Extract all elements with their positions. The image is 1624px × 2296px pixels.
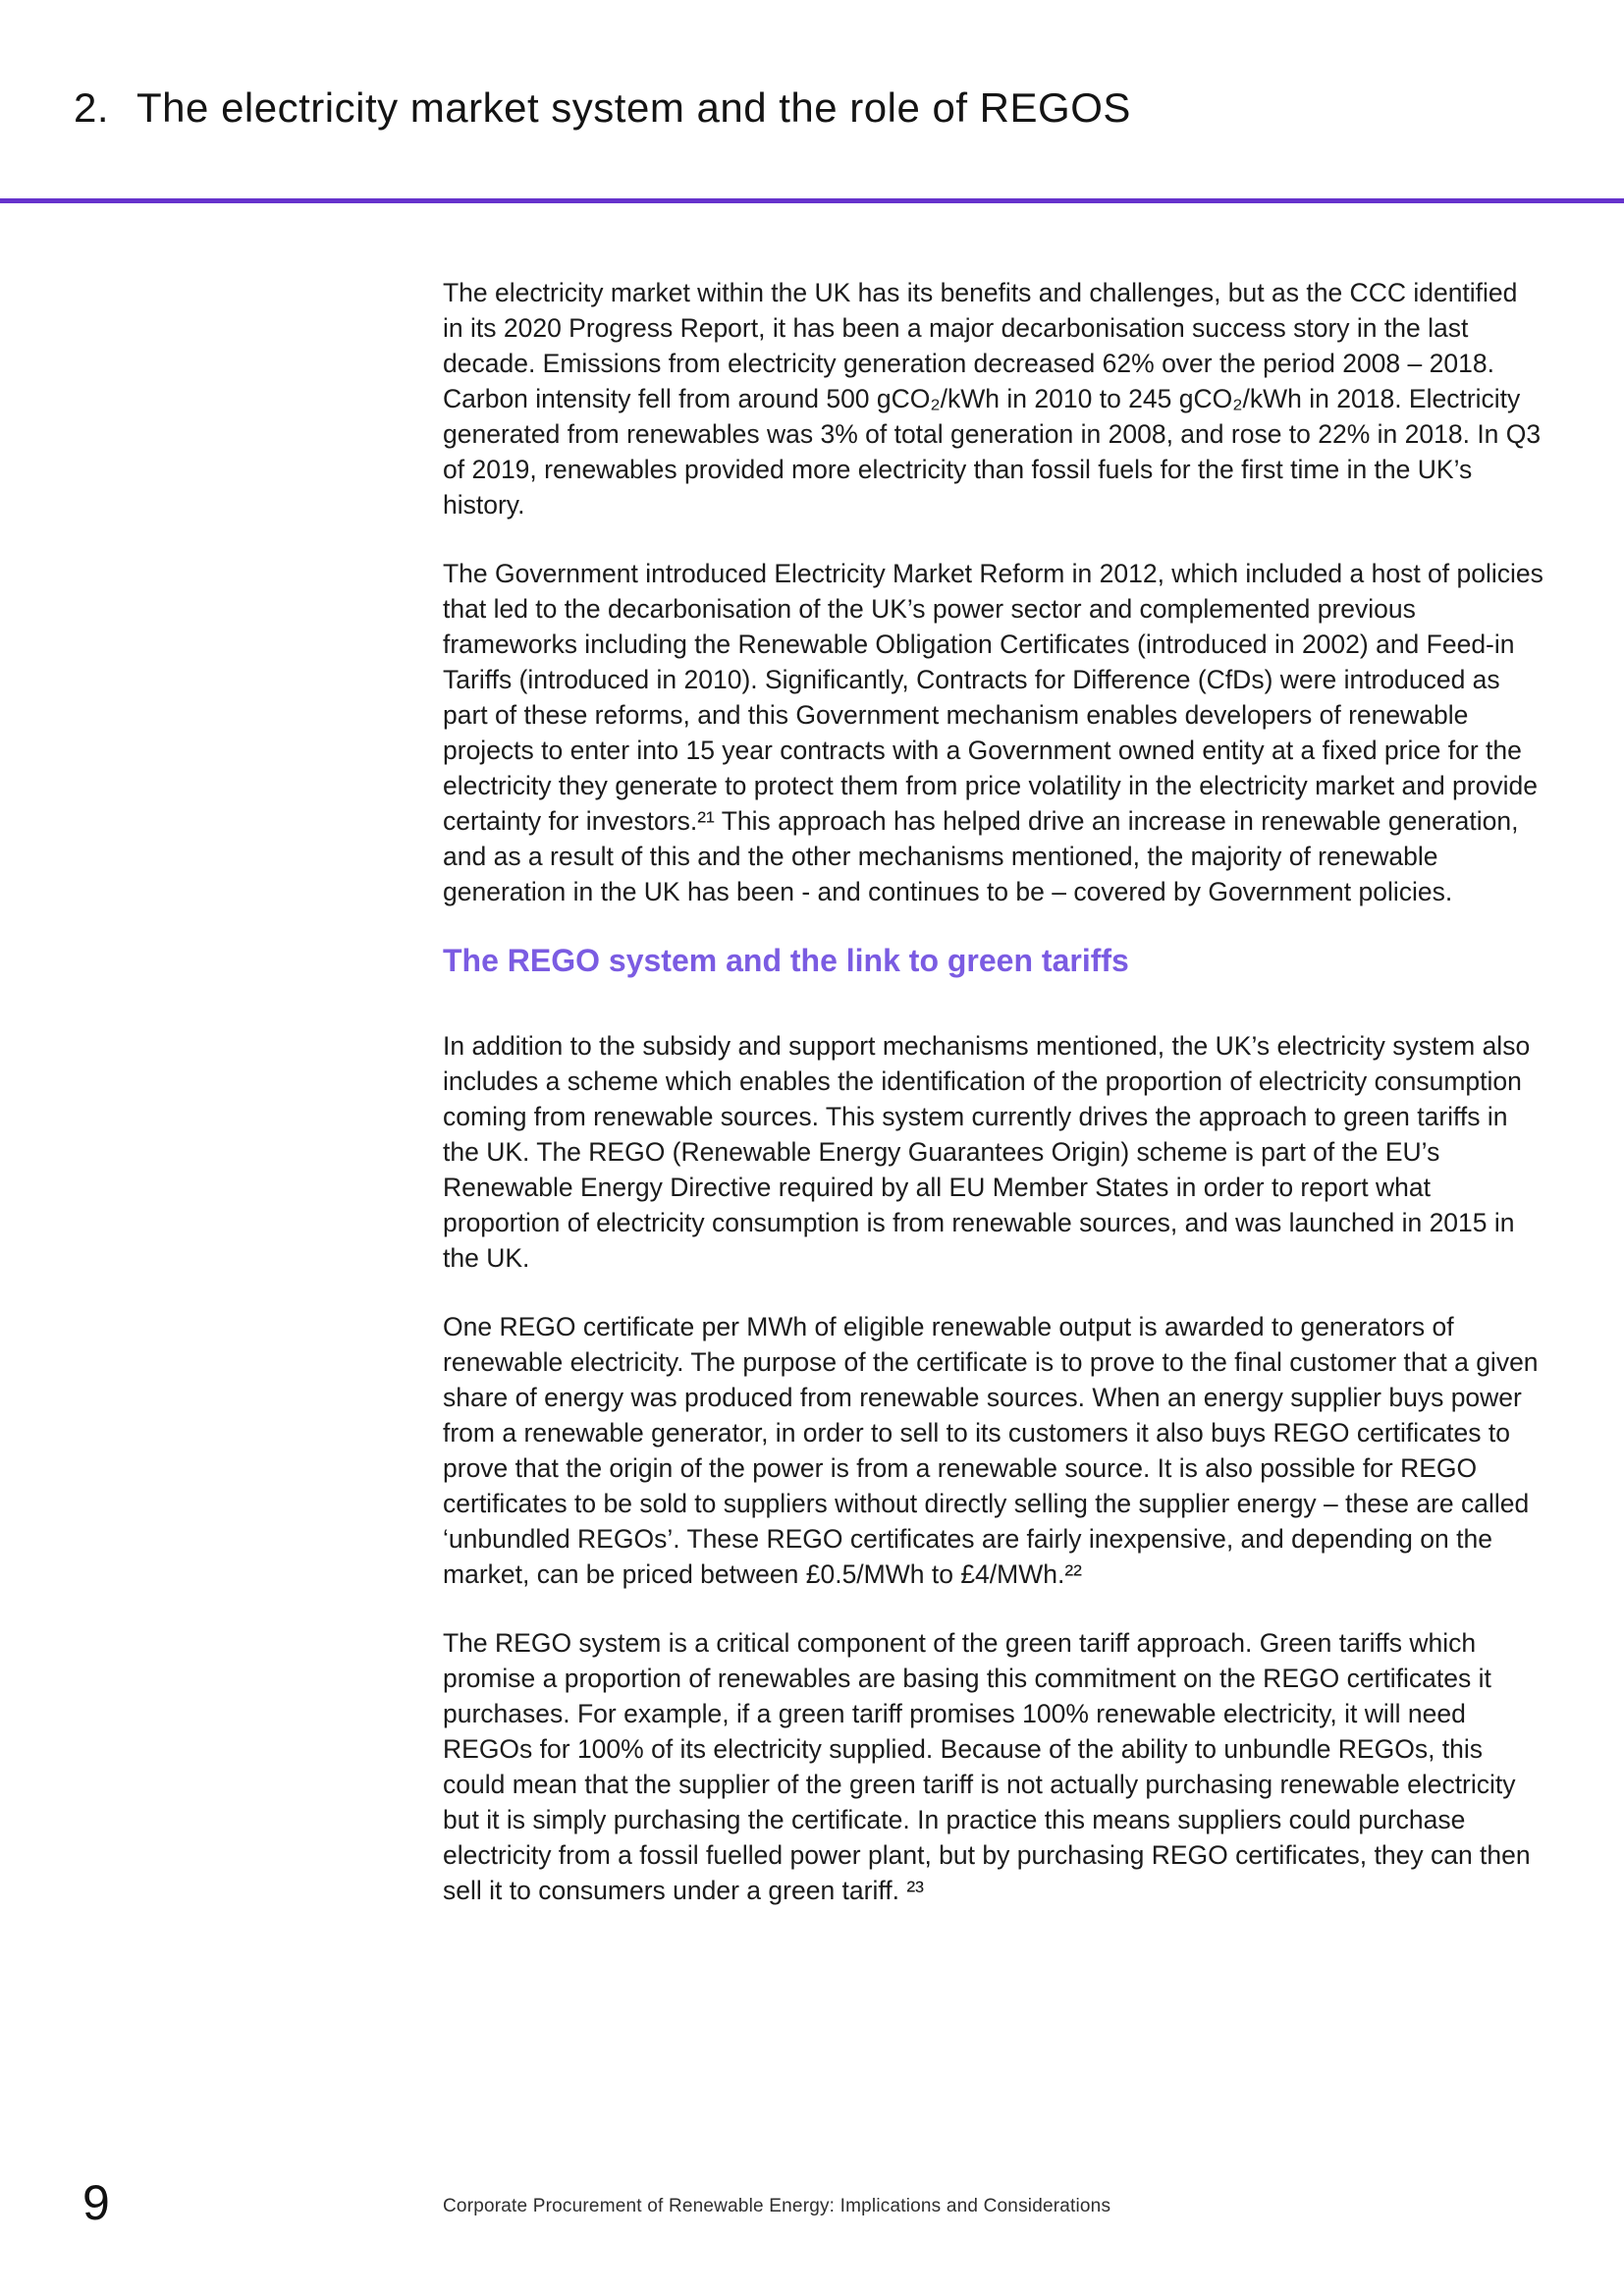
heading-divider-rule bbox=[0, 198, 1624, 203]
body-paragraph-5: The REGO system is a critical component of the green tariff approach. Green tariffs which promise a proportion of renewables are basing this commitment on the REGO certificates it purchases. For example, if a green tariff promises 100% renewable electricity, it will need REGOs for 100% of its electricity supplied. Because of the ability to unbundle REGOs, this could mean that the supplier of the green tariff is not actually purchasing renewable electricity but it is simply purchasing the certificate. In practice this means suppliers could purchase electricity from a fossil fuelled power plant, but by purchasing REGO certificates, they can then sell it to consumers under a green tariff. ²³ bbox=[443, 1628, 1531, 1905]
footer-title: Corporate Procurement of Renewable Energy: Implications and Considerations bbox=[443, 2196, 1111, 2216]
body-text-column bbox=[443, 275, 1544, 1941]
subsection-heading: The REGO system and the link to green tariffs bbox=[443, 943, 1129, 978]
section-title: The electricity market system and the role of REGOS bbox=[136, 84, 1131, 131]
body-paragraph-1: The electricity market within the UK has its benefits and challenges, but as the CCC identified in its 2020 Progress Report, it has been a major decarbonisation success story in the last decade. Emissions from electricity generation decreased 62% over the period 2008 – 2018. Carbon intensity fell from around 500 gCO₂/kWh in 2010 to 245 gCO₂/kWh in 2018. Electricity generated from renewables was 3% of total generation in 2008, and rose to 22% in 2018. In Q3 of 2019, renewables provided more electricity than fossil fuels for the first time in the UK’s history. bbox=[443, 278, 1542, 519]
body-paragraph-2: The Government introduced Electricity Market Reform in 2012, which included a host of policies that led to the decarbonisation of the UK’s power sector and complemented previous frameworks including the Renewable Obligation Certificates (introduced in 2002) and Feed-in Tariffs (introduced in 2010). Significantly, Contracts for Difference (CfDs) were introduced as part of these reforms, and this Government mechanism enables developers of renewable projects to enter into 15 year contracts with a Government owned entity at a fixed price for the electricity they generate to protect them from price volatility in the electricity market and provide certainty for investors.²¹ This approach has helped drive an increase in renewable generation, and as a result of this and the other mechanisms mentioned, the majority of renewable generation in the UK has been - and continues to be – covered by Government policies. bbox=[443, 559, 1543, 906]
body-paragraph-4: One REGO certificate per MWh of eligible renewable output is awarded to generators of renewable electricity. The purpose of the certificate is to prove to the final customer that a given share of energy was produced from renewable sources. When an energy supplier buys power from a renewable generator, in order to sell to its customers it also buys REGO certificates to prove that the origin of the power is from a renewable source. It is also possible for REGO certificates to be sold to suppliers without directly selling the supplier energy – these are called ‘unbundled REGOs’. These REGO certificates are fairly inexpensive, and depending on the market, can be priced between £0.5/MWh to £4/MWh.²² bbox=[443, 1312, 1539, 1589]
body-paragraph-3: In addition to the subsidy and support mechanisms mentioned, the UK’s electricity system also includes a scheme which enables the identification of the proportion of electricity consumption coming from renewable sources. This system currently drives the approach to green tariffs in the UK. The REGO (Renewable Energy Guarantees Origin) scheme is part of the EU’s Renewable Energy Directive required by all EU Member States in order to report what proportion of electricity consumption is from renewable sources, and was launched in 2015 in the UK. bbox=[443, 1031, 1531, 1273]
page-number: 9 bbox=[82, 2175, 110, 2230]
section-heading bbox=[74, 84, 1131, 132]
section-number: 2. bbox=[74, 84, 110, 131]
